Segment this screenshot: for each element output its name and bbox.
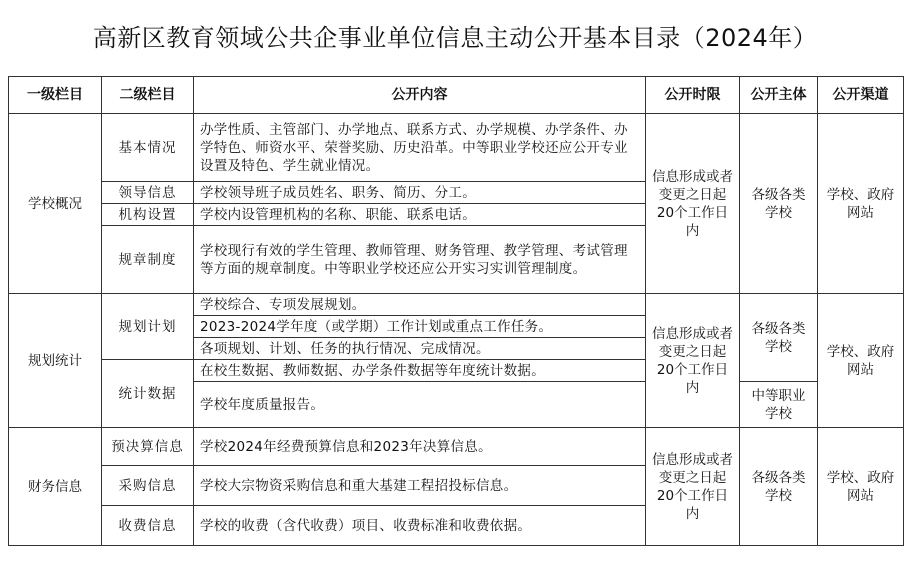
header-subject: 公开主体	[740, 77, 818, 114]
table-row	[9, 294, 904, 316]
header-time-limit: 公开时限	[646, 77, 740, 114]
time-limit-cell: 信息形成或者变更之日起20个工作日内	[646, 428, 740, 546]
content-cell: 在校生数据、教师数据、办学条件数据等年度统计数据。	[194, 360, 646, 382]
content-cell: 学校年度质量报告。	[194, 382, 646, 428]
page-title: 高新区教育领域公共企事业单位信息主动公开基本目录（2024年）	[92, 24, 818, 52]
content-cell: 学校领导班子成员姓名、职务、简历、分工。	[194, 182, 646, 204]
level1-cell: 规划统计	[9, 294, 102, 428]
content-cell: 学校的收费（含代收费）项目、收费标准和收费依据。	[194, 506, 646, 546]
level2-cell: 预决算信息	[102, 428, 194, 466]
level2-cell: 收费信息	[102, 506, 194, 546]
header-channel: 公开渠道	[818, 77, 904, 114]
level2-cell: 采购信息	[102, 466, 194, 506]
channel-cell: 学校、政府网站	[818, 294, 904, 428]
time-limit-cell: 信息形成或者变更之日起20个工作日内	[646, 114, 740, 294]
level1-cell: 学校概况	[9, 114, 102, 294]
content-cell: 办学性质、主管部门、办学地点、联系方式、办学规模、办学条件、办学特色、师资水平、荣誉奖励、历史沿革。中等职业学校还应公开专业设置及特色、学生就业情况。	[194, 114, 646, 182]
header-level1: 一级栏目	[9, 77, 102, 114]
level2-cell: 领导信息	[102, 182, 194, 204]
content-cell: 学校内设管理机构的名称、职能、联系电话。	[194, 204, 646, 226]
content-cell: 学校现行有效的学生管理、教师管理、财务管理、教学管理、考试管理等方面的规章制度。中等职业学校还应公开实习实训管理制度。	[194, 226, 646, 294]
table-row	[9, 114, 904, 182]
time-limit-cell: 信息形成或者变更之日起20个工作日内	[646, 294, 740, 428]
content-cell: 2023-2024学年度（或学期）工作计划或重点工作任务。	[194, 316, 646, 338]
content-cell: 学校综合、专项发展规划。	[194, 294, 646, 316]
content-cell: 学校2024年经费预算信息和2023年决算信息。	[194, 428, 646, 466]
table-header-row	[9, 77, 904, 114]
level2-cell: 统计数据	[102, 360, 194, 428]
level2-cell: 规划计划	[102, 294, 194, 360]
content-cell: 学校大宗物资采购信息和重大基建工程招投标信息。	[194, 466, 646, 506]
content-cell: 各项规划、计划、任务的执行情况、完成情况。	[194, 338, 646, 360]
table-row	[9, 428, 904, 466]
catalog-table	[8, 76, 904, 546]
level2-cell: 规章制度	[102, 226, 194, 294]
level2-cell: 基本情况	[102, 114, 194, 182]
subject-cell: 各级各类学校	[740, 114, 818, 294]
channel-cell: 学校、政府网站	[818, 114, 904, 294]
level2-cell: 机构设置	[102, 204, 194, 226]
subject-cell: 各级各类学校	[740, 428, 818, 546]
level1-cell: 财务信息	[9, 428, 102, 546]
subject-cell: 中等职业学校	[740, 382, 818, 428]
header-level2: 二级栏目	[102, 77, 194, 114]
header-content: 公开内容	[194, 77, 646, 114]
channel-cell: 学校、政府网站	[818, 428, 904, 546]
subject-cell: 各级各类学校	[740, 294, 818, 382]
